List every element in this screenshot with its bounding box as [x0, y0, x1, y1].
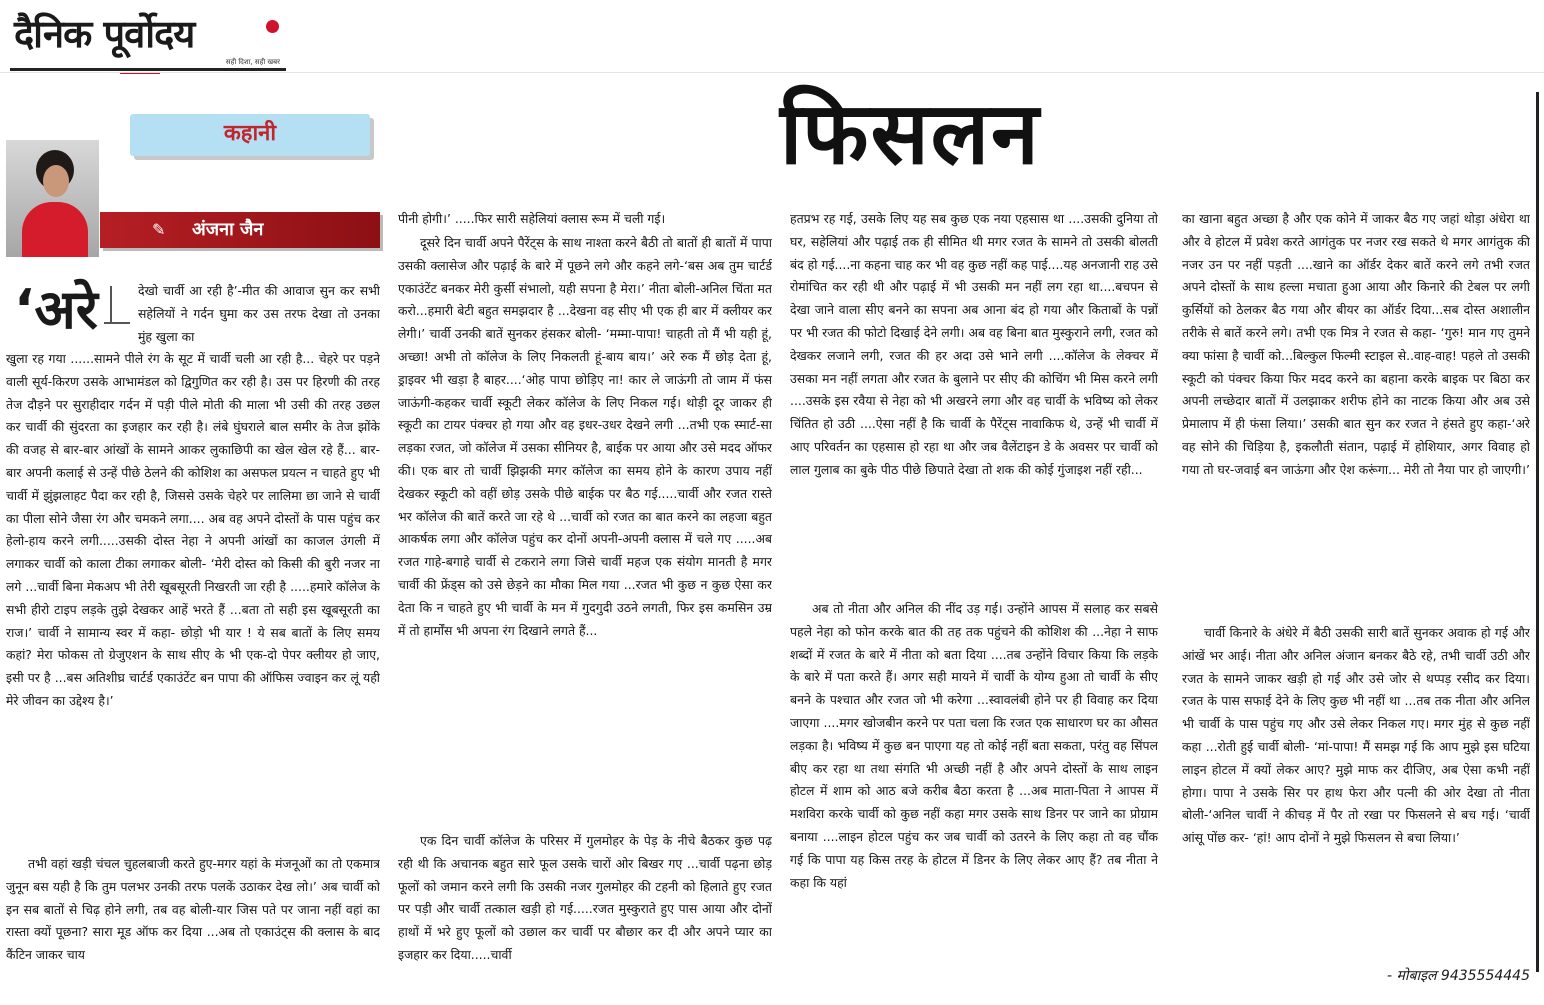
drop-cap-rule-bottom: [104, 322, 130, 324]
story-paragraph-3: तभी वहां खड़ी चंचल चुहलबाजी करते हुए-मगर यहां के मंजनूओं का तो एकमात्र जुनून बस यही है कि तुम पलभर उनकी तरफ पलकें उठाकर देख लो।’ अब चार्वी को इन सब बातों से चिढ़ होने लगी, तब वह बोली-यार जिस पते पर जाना नहीं वहां का रास्ता क्यों पूछना? सारा मूड ऑफ कर दिया ...अब तो एकाउंट्स की क्लास के बाद कैंटिन जाकर चाय: [6, 856, 380, 963]
story-paragraph-9: का खाना बहुत अच्छा है और एक कोने में जाकर बैठ गए जहां थोड़ा अंधेरा था और वे होटल में प्रवेश करते आगंतुक पर नजर रख सकते थे मगर आगंतुक की नजर उन पर नहीं पड़ती ....खाने का ऑर्डर देकर बातें करने लगे तभी रजत अपने दोस्तों के साथ हल्ला मचाता हुआ आया और किनारे की टेबल पर लगी कुर्सियों को ठेलकर बैठ गया और बीयर का ऑर्डर दिया...सब दोस्त अशालीन तरीके से बातें करने लगे। तभी एक मित्र ने रजत से कहा- ‘गुरु! मान गए तुमने क्या फांसा है चार्वी को...बिल्कुल फिल्मी स्टाइल से..वाह-वाह! पहले तो उसकी स्कूटी को पंक्चर किया फिर मदद करने का बहाना करके बाइक पर बिठा कर अपनी लच्छेदार बातों में उलझाकर शरीफ होने का नाटक किया और अब उसे प्रेमालाप में ही फंसा लिया।’ उसकी बात सुन कर रजत ने हंसते हुए कहा-‘अरे वह सोने की चिड़िया है, इकलौती संतान, पढ़ाई में होशियार, अगर विवाह हो गया तो घर-जवाई बन जाऊंगा और ऐश करूंगा... मेरी तो नैया पार हो जाएगी।’: [1182, 211, 1530, 477]
author-contact: - मोबाइल 9435554445: [1386, 968, 1530, 984]
story-paragraph-5: दूसरे दिन चार्वी अपने पैरेंट्स के साथ नाश्ता करने बैठी तो बातों ही बातों में पापा उसकी क्लासेज और पढ़ाई के बारे में पूछने लगे और कहने लगे-‘बस अब तुम चार्टर्ड एकाउंटेंट बनकर मेरी कुर्सी संभालो, यही सपना है मेरा।’ नीता बोली-अनिल चिंता मत करो...हमारी बेटी बहुत समझदार है ...देखना वह सीए भी एक ही बार में क्लीयर कर लेगी।’ चार्वी उनकी बातें सुनकर हंसकर बोली- ‘मम्मा-पापा! चाहती तो मैं भी यही हूं, अच्छा! अभी तो कॉलेज के लिए निकलती हूं-बाय बाय।’ अरे रुक मैं छोड़ देता हूं, ड्राइवर भी खड़ा है बाहर....‘ओह पापा छोड़िए ना! कार ले जाऊंगी तो जाम में फंस जाऊंगी-कहकर चार्वी स्कूटी लेकर कॉलेज के लिए निकल गई। थोड़ी दूर जाकर ही स्कूटी का टायर पंक्चर हो गया और वह इधर-उधर देखने लगी ...तभी एक स्मार्ट-सा लड़का रजत, जो कॉलेज में उसका सीनियर है, बाईक पर आया और उसे मदद ऑफर की। एक बार तो चार्वी झिझकी मगर कॉलेज का समय होने के कारण उपाय नहीं देखकर स्कूटी को वहीं छोड़ उसके पीछे बाईक पर बैठ गई.....चार्वी और रजत रास्ते भर कॉलेज की बातें करते जा रहे थे ...चार्वी को रजत का बात करने का लहजा बहुत आकर्षक लगा और कॉलेज पहुंच कर दोनों अपनी-अपनी क्लास में चले गए .....अब रजत गाहे-बगाहे चार्वी से टकराने लगा जिसे चार्वी महज एक संयोग मानती है मगर चार्वी की फ्रेंड्स को उसे छेड़ने का मौका मिल गया ...रजत भी कुछ न कुछ ऐसा कर देता कि न चाहते हुए भी चार्वी के मन में गुदगुदी उठने लगती, फिर इस कमसिन उम्र में तो हार्मोंस भी अपना रंग दिखाने लगते हैं...: [398, 235, 772, 638]
section-label: कहानी: [130, 114, 370, 156]
story-paragraph-6: एक दिन चार्वी कॉलेज के परिसर में गुलमोहर के पेड़ के नीचे बैठकर कुछ पढ़ रही थी कि अचानक बहुत सारे फूल उसके चारों ओर बिखर गए ...चार्वी पढ़ना छोड़ फूलों को जमान करने लगी कि उसकी नजर गुलमोहर की टहनी को हिलाते हुए रजत पर पड़ी और चार्वी तत्काल खड़ी हो गई.....रजत मुस्कुराते हुए पास आया और दोनों हाथों में भरे हुए फूलों को उछाल कर चार्वी पर बौछार कर दी और अपने प्यार का इजहार कर दिया.....चार्वी: [398, 833, 772, 962]
masthead: [10, 8, 286, 72]
story-paragraph-4: पीनी होगी।’ .....फिर सारी सहेलियां क्लास रूम में चली गई।: [398, 211, 666, 226]
photo-dress: [22, 202, 88, 257]
pen-icon: ✎: [152, 220, 166, 239]
page-edge-rule: [1536, 92, 1539, 972]
header-divider: [0, 72, 1544, 73]
photo-face: [43, 165, 69, 197]
story-title: फिसलन: [780, 84, 1041, 184]
story-paragraph-1: देखो चार्वी आ रही है’-मीत की आवाज सुन कर सभी सहेलियों ने गर्दन घुमा कर उस तरफ देखा तो उनका मुंह खुला का: [138, 283, 380, 344]
story-paragraph-10: चार्वी किनारे के अंधेरे में बैठी उसकी सारी बातें सुनकर अवाक हो गई और आंखें भर आई। नीता और अनिल अंजान बनकर बैठे रहे, तभी चार्वी उठी और रजत के सामने जाकर खड़ी हो गई और उसे जोर से थप्पड़ रसीद कर दिया। रजत के पास सफाई देने के लिए कुछ भी नहीं था ...तब तक नीता और अनिल भी चार्वी के पास पहुंच गए और उसे लेकर निकल गए। मगर मुंह से कुछ नहीं कहा ...रोती हुई चार्वी बोली- ‘मां-पापा! मैं समझ गई कि आप मुझे इस घटिया लाइन होटल में क्यों लेकर आए? मुझे माफ कर दीजिए, अब ऐसा कभी नहीं होगा। पापा ने उसके सिर पर हाथ फेरा और पत्नी की ओर देखा तो नीता बोली-‘अनिल चार्वी ने कीचड़ में पैर तो रखा पर फिसलने से बच गई। ‘चार्वी आंसू पोंछ कर- ‘हां! आप दोनों ने मुझे फिसलन से बचा लिया।’: [1182, 625, 1530, 846]
drop-cap: ‘अरे: [14, 278, 98, 341]
masthead-dot-icon: [266, 20, 279, 33]
masthead-title: दैनिक पूर्वोदय: [14, 12, 195, 56]
story-paragraph-2: खुला रह गया ......सामने पीले रंग के सूट में चार्वी चली आ रही है... चेहरे पर पड़ने वाली सूर्य-किरण उसके आभामंडल को द्विगुणित कर रही है। उस पर हिरणी की तरह तेज दौड़ने पर सुराहीदार गर्दन में पड़ी पीले मोती की माला भी उसी की तरह उछल कर चार्वी की सुंदरता का इजहार कर रही है। लंबे घुंघराले बाल समीर के तेज झोंके की वजह से बार-बार आंखों के सामने आकर लुकाछिपी का खेल खेल रहे हैं... बार-बार अपनी कलाई से उन्हें पीछे ठेलने की कोशिश का असफल प्रयत्न न चाहते हुए भी चार्वी में झुंझलाहट पैदा कर रही है, जिससे उसके चेहरे पर लालिमा छा जाने से चार्वी का पीला सोने जैसा रंग और चमकने लगा.... अब वह अपने दोस्तों के पास पहुंच कर हेलो-हाय करने लगी.....उसकी दोस्त नेहा ने अपनी आंखों का काजल उंगली में लगाकर चार्वी को काला टीका लगाकर बोली- ‘मेरी दोस्त को किसी की बुरी नजर ना लगे ...चार्वी बिना मेकअप भी तेरी खूबसूरती निखरती जा रही है .....हमारे कॉलेज के सभी हीरो टाइप लड़के तुझे देखकर आहें भरते हैं ...बता तो सही इस खूबसूरती का राज।’ चार्वी ने सामान्य स्वर में कहा- छोड़ो भी यार ! ये सब बातों के लिए समय कहां? मेरा फोकस तो ग्रेजुएशन के साथ सीए के भी एक-दो पेपर क्लीयर हो जाए, इसी पर है ...बस अतिशीघ्र चार्टर्ड एकाउंटेंट बन पापा की ऑफिस ज्वाइन कर लूं यही मेरे जीवन का उद्देश्य है।’: [6, 351, 380, 708]
masthead-tagline: सही दिशा, सही खबर: [225, 58, 280, 66]
author-photo: [6, 140, 99, 257]
author-byline: [100, 212, 380, 248]
story-paragraph-8: अब तो नीता और अनिल की नींद उड़ गई। उन्होंने आपस में सलाह कर सबसे पहले नेहा को फोन करके बात की तह तक पहुंचने की कोशिश की ...नेहा ने साफ शब्दों में रजत के बारे में नीता को बता दिया ....तब उन्होंने विचार किया कि लड़के के बारे में पता करते हैं। अगर सही मायने में चार्वी के योग्य हुआ तो चार्वी के सीए बनने के पश्चात और रजत जो भी करेगा ...स्वावलंबी होने पर ही विवाह कर दिया जाएगा ....मगर खोजबीन करने पर पता चला कि रजत एक साधारण घर का औसत लड़का है। भविष्य में कुछ बन पाएगा यह तो कोई नहीं बता सकता, परंतु वह सिंपल बीए कर रहा था तथा संगति भी अच्छी नहीं है और अपने दोस्तों के साथ लाइन होटल में शाम को आठ बजे करीब बैठा करता है ...अब माता-पिता ने आपस में मशविरा करके चार्वी को कुछ नहीं कहा मगर उसके साथ डिनर पर जाने का प्रोग्राम बनाया ....लाइन होटल पहुंच कर जब चार्वी को उतरने के लिए कहा तो वह चौंक गई कि पापा यह किस तरह के होटल में डिनर के लिए लेकर आए हैं? तब नीता ने कहा कि यहां: [790, 601, 1158, 890]
story-paragraph-7: हतप्रभ रह गई, उसके लिए यह सब कुछ एक नया एहसास था ....उसकी दुनिया तो घर, सहेलियां और पढ़ाई तक ही सीमित थी मगर रजत के सामने तो उसकी बोलती बंद हो गई....ना कहना चाह कर भी वह कुछ नहीं कह पाई....यह अनजानी राह उसे रोमांचित कर रही थी और पढ़ाई में भी उसकी मन नहीं लग रहा था....बचपन से देखा जाने वाला सीए बनने का सपना अब आना बंद हो गया और किताबों के पन्नों पर भी रजत की फोटो दिखाई देने लगी। अब वह बिना बात मुस्कुराने लगी, रजत को देखकर लजाने लगी, रजत की हर अदा उसे भाने लगी ....कॉलेज के लेक्चर में उसका मन नहीं लगता और रजत के बुलाने पर सीए की कोचिंग भी मिस करने लगी ....उसके इस रवैया से नेहा को भी अखरने लगा और वह चार्वी के भविष्य को लेकर चिंतित हो उठी ....ऐसा नहीं है कि चार्वी के पैरेंट्स नावाकिफ थे, उन्हें भी चार्वी में आए परिवर्तन का एहसास हो रहा था और जब वैलेंटाइन डे के अवसर पर चार्वी को लाल गुलाब का बुके पीठ पीछे छिपाते देखा तो शक की कोई गुंजाइश नहीं रही...: [790, 211, 1158, 477]
masthead-rule: [10, 68, 286, 71]
drop-cap-rule: [110, 286, 112, 322]
author-name: अंजना जैन: [192, 219, 264, 240]
